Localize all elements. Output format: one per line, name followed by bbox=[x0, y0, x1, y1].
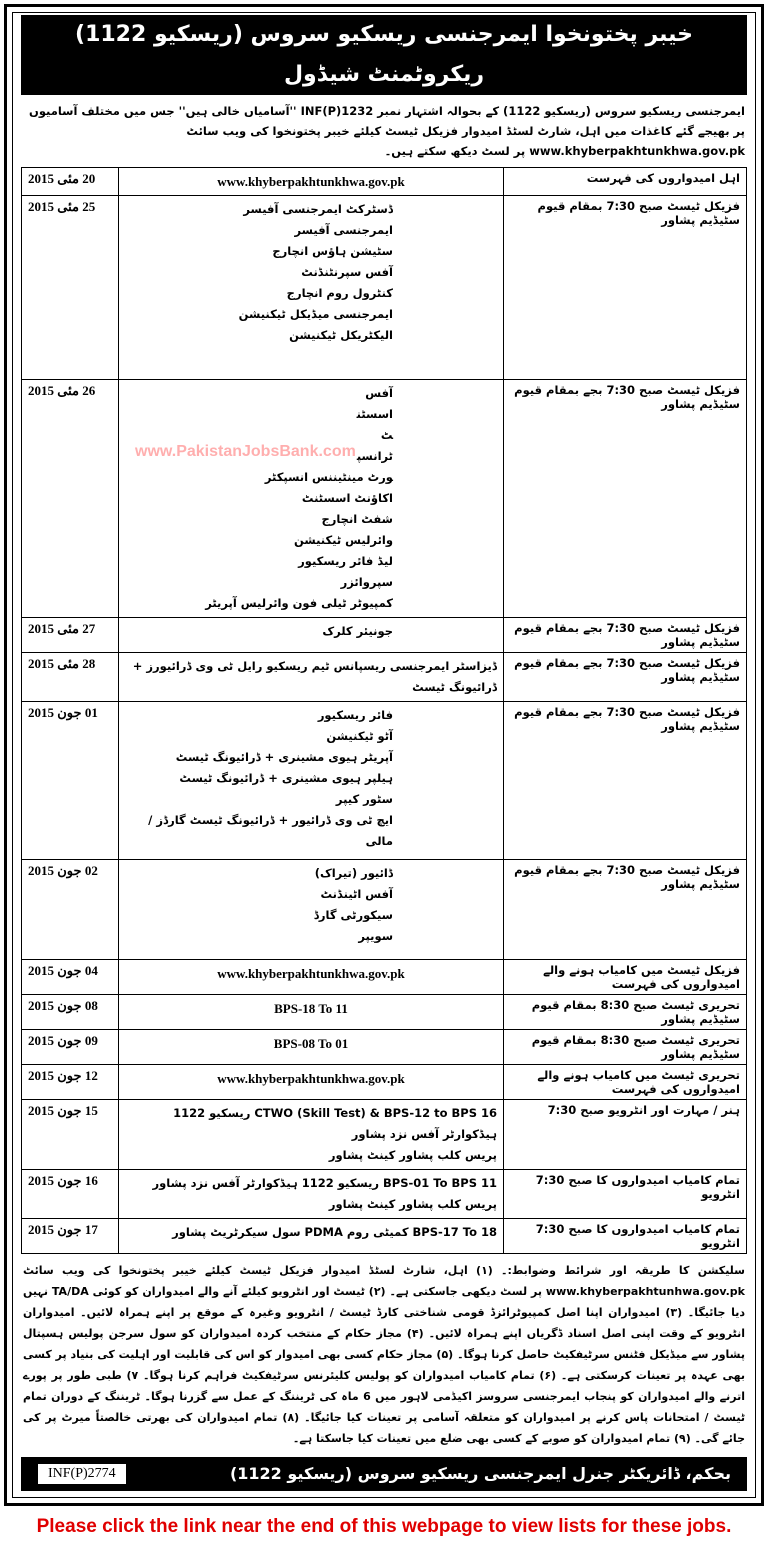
post-item: CTWO (Skill Test) & BPS-12 to BPS 16 ریسکیو 1122 ہیڈکوارٹر آفس نزد پشاور bbox=[173, 1106, 497, 1141]
row-date: 16 جون 2015 bbox=[22, 1170, 119, 1219]
post-item: کمپیوٹر ٹیلی فون وائرلیس آپریٹر bbox=[205, 596, 393, 610]
table-row bbox=[22, 702, 747, 860]
row-date: 09 جون 2015 bbox=[22, 1030, 119, 1065]
post-item: www.khyberpakhtunkhwa.gov.pk bbox=[217, 1071, 405, 1086]
table-row bbox=[22, 1219, 747, 1254]
post-item: پریس کلب پشاور کینٹ پشاور bbox=[328, 1148, 497, 1162]
post-item: www.khyberpakhtunkhwa.gov.pk bbox=[217, 966, 405, 981]
row-posts bbox=[119, 1030, 504, 1065]
table-row bbox=[22, 168, 747, 196]
row-description: فزیکل ٹیسٹ صبح 7:30 بجے بمقام قیوم سٹیڈیم پشاور bbox=[504, 653, 747, 702]
row-posts bbox=[119, 196, 504, 380]
post-item: BPS-17 To 18 کمیٹی روم PDMA سول سیکرٹریٹ پشاور bbox=[172, 1225, 497, 1239]
table-row bbox=[22, 1065, 747, 1100]
advertisement-inner bbox=[12, 12, 756, 1498]
reference-number: INF(P)2774 bbox=[37, 1463, 127, 1485]
watermark: www.PakistanJobsBank.com bbox=[135, 443, 356, 460]
post-item: ایچ ٹی وی ڈرائیور + ڈرائیونگ ٹیسٹ گارڈز / مالی bbox=[148, 813, 393, 848]
row-posts bbox=[119, 1219, 504, 1254]
row-posts bbox=[119, 1100, 504, 1170]
terms-conditions: سلیکشن کا طریقہ اور شرائط وضوابط:۔ (۱) اہل، شارٹ لسٹڈ امیدوار فزیکل ٹیسٹ کیلئے خیبر پختونخوا کی ویب سائٹ www.khyberpakhtunhwa.gov.pk پر لسٹ دیکھی جاسکتی ہے۔ (۲) ٹیسٹ اور انٹرویو کیلئے آنے والے امیدواران کو کوئی TA/DA نہیں دیا جائیگا۔ (۳) امیدواران اپنا اصل کمپیوٹرائزڈ قومی شناختی کارڈ ٹیسٹ / انٹرویو وغیرہ کے موقع پر اپنے ہمراہ لائیں۔ امیدواران انٹرویو کے وقت اپنی اصل اسناد ڈگریاں اپنے ہمراہ لائیں۔ (۴) مجاز حکام کے منتخب کردہ امیدواران کو سول سرجن پولیس ہسپتال پشاور سے میڈیکل فٹنس سرٹیفکیٹ حاصل کرنا ہوگا۔ (۵) مجاز حکام کسی بھی امیدوار کو اس کی قابلیت اور اہلیت کی بنیاد پر کسی بھی عہدہ پر تعینات کرسکتی ہے۔ (۶) تمام کامیاب امیدواران کو پولیس کلیئرنس سرٹیفکیٹ فراہم کرنا ہوگا۔ ۷) طبی طور پر پورے اترنے والے امیدواران کو پنجاب ایمرجنسی سروسز اکیڈمی لاہور میں 6 ماہ کی ٹریننگ کے عمل سے گزرنا ہوگا۔ ٹریننگ کے دوران تمام ٹیسٹ / امتحانات پاس کرنے پر امیدواران کو متعلقہ آسامی پر تعینات کیا جائیگا۔ (۸) تمام امیدواران کی بھرتی خالصتاً میرٹ پر کی جائے گی۔ (۹) تمام امیدواران کو صوبے کے کسی بھی ضلع میں تعینات کیا جاسکتا ہے۔ bbox=[23, 1264, 746, 1445]
post-item: آفس اٹینڈنٹ bbox=[320, 887, 393, 901]
row-date: 01 جون 2015 bbox=[22, 702, 119, 860]
row-date: 20 مئی 2015 bbox=[22, 168, 119, 196]
footer-bar bbox=[21, 1457, 747, 1491]
post-item: سیکورٹی گارڈ bbox=[313, 908, 393, 922]
post-item: سٹیشن ہاؤس انچارج bbox=[272, 244, 393, 258]
row-posts bbox=[119, 995, 504, 1030]
post-item: جونیئر کلرک bbox=[322, 624, 393, 638]
row-description: فزیکل ٹیسٹ صبح 7:30 بجے بمقام قیوم سٹیڈیم پشاور bbox=[504, 860, 747, 960]
row-description: فزیکل ٹیسٹ صبح 7:30 بمقام قیوم سٹیڈیم پشاور bbox=[504, 196, 747, 380]
row-posts bbox=[119, 1065, 504, 1100]
post-item: سویپر bbox=[358, 929, 393, 943]
schedule-table bbox=[21, 167, 747, 1254]
row-description: فزیکل ٹیسٹ میں کامیاب ہونے والے امیدواروں کی فہرست bbox=[504, 960, 747, 995]
post-item: آپریٹر ہیوی مشینری + ڈرائیونگ ٹیسٹ bbox=[175, 750, 393, 764]
table-row bbox=[22, 1030, 747, 1065]
row-description: اہل امیدواروں کی فہرست bbox=[504, 168, 747, 196]
notice-link-text[interactable]: Please click the link near the end of this webpage to view lists for these jobs. bbox=[36, 1516, 732, 1537]
row-date: 26 مئی 2015 bbox=[22, 380, 119, 618]
row-description: تحریری ٹیسٹ صبح 8:30 بمقام قیوم سٹیڈیم پشاور bbox=[504, 995, 747, 1030]
table-row bbox=[22, 1100, 747, 1170]
post-item: ہیلپر ہیوی مشینری + ڈرائیونگ ٹیسٹ bbox=[179, 771, 393, 785]
row-date: 17 جون 2015 bbox=[22, 1219, 119, 1254]
post-item: ٹرانسپورٹ مینٹیننس انسپکٹر bbox=[264, 449, 393, 484]
post-item: ڈیزاسٹر ایمرجنسی ریسپانس ٹیم ریسکیو رایل ٹی وی ڈرائیورز + ڈرائیونگ ٹیسٹ bbox=[132, 659, 497, 694]
post-item: ایمرجنسی آفیسر bbox=[294, 223, 393, 237]
row-date: 15 جون 2015 bbox=[22, 1100, 119, 1170]
row-description: تمام کامیاب امیدواروں کا صبح 7:30 انٹرویو bbox=[504, 1219, 747, 1254]
post-item: آفس اسسٹنٹ bbox=[356, 386, 393, 442]
table-row bbox=[22, 380, 747, 618]
row-description: ہنر / مہارت اور انٹرویو صبح 7:30 bbox=[504, 1100, 747, 1170]
post-item: BPS-18 To 11 bbox=[274, 1001, 348, 1016]
row-description: تحریری ٹیسٹ صبح 8:30 بمقام قیوم سٹیڈیم پشاور bbox=[504, 1030, 747, 1065]
post-item: ڈائیور (تیراک) bbox=[314, 866, 393, 880]
post-item: آٹو ٹیکنیشن bbox=[326, 729, 393, 743]
post-item: کنٹرول روم انچارج bbox=[286, 286, 393, 300]
row-posts bbox=[119, 1170, 504, 1219]
post-item: لیڈ فائر ریسکیور bbox=[298, 554, 393, 568]
table-row bbox=[22, 618, 747, 653]
row-posts bbox=[119, 653, 504, 702]
row-date: 25 مئی 2015 bbox=[22, 196, 119, 380]
row-date: 02 جون 2015 bbox=[22, 860, 119, 960]
post-item: وائرلیس ٹیکنیشن bbox=[294, 533, 393, 547]
post-item: فائر ریسکیور bbox=[317, 708, 393, 722]
post-item: شفٹ انچارج bbox=[321, 512, 393, 526]
post-item: ڈسٹرکٹ ایمرجنسی آفیسر bbox=[243, 202, 393, 216]
table-row bbox=[22, 995, 747, 1030]
page-title: خیبر پختونخوا ایمرجنسی ریسکیو سروس (ریسکیو 1122) ریکروٹمنٹ شیڈول bbox=[21, 15, 747, 95]
row-date: 08 جون 2015 bbox=[22, 995, 119, 1030]
row-date: 27 مئی 2015 bbox=[22, 618, 119, 653]
row-posts bbox=[119, 168, 504, 196]
table-row bbox=[22, 653, 747, 702]
row-posts bbox=[119, 380, 504, 618]
post-item: سپروائزر bbox=[340, 575, 393, 589]
post-item: BPS-08 To 01 bbox=[273, 1036, 349, 1051]
post-item: BPS-01 To BPS 11 ریسکیو 1122 ہیڈکوارٹر آفس نزد پشاور پریس کلب پشاور کینٹ پشاور bbox=[152, 1176, 497, 1211]
post-item: اکاؤنٹ اسسٹنٹ bbox=[301, 491, 393, 505]
row-date: 04 جون 2015 bbox=[22, 960, 119, 995]
table-row bbox=[22, 196, 747, 380]
post-item: سٹور کیپر bbox=[335, 792, 393, 806]
row-date: 12 جون 2015 bbox=[22, 1065, 119, 1100]
row-description: فزیکل ٹیسٹ صبح 7:30 بجے بمقام قیوم سٹیڈیم پشاور bbox=[504, 380, 747, 618]
row-description: تحریری ٹیسٹ میں کامیاب ہونے والے امیدواروں کی فہرست bbox=[504, 1065, 747, 1100]
post-item: الیکٹریکل ٹیکنیشن bbox=[289, 328, 393, 342]
row-description: فزیکل ٹیسٹ صبح 7:30 بجے بمقام قیوم سٹیڈیم پشاور bbox=[504, 702, 747, 860]
row-description: فزیکل ٹیسٹ صبح 7:30 بجے بمقام قیوم سٹیڈیم پشاور bbox=[504, 618, 747, 653]
post-item: www.khyberpakhtunkhwa.gov.pk bbox=[217, 174, 405, 189]
signature: بحکم، ڈائریکٹر جنرل ایمرجنسی ریسکیو سروس (ریسکیو 1122) bbox=[229, 1464, 731, 1483]
row-posts bbox=[119, 960, 504, 995]
row-posts bbox=[119, 860, 504, 960]
table-row bbox=[22, 960, 747, 995]
row-description: تمام کامیاب امیدواروں کا صبح 7:30 انٹرویو bbox=[504, 1170, 747, 1219]
row-date: 28 مئی 2015 bbox=[22, 653, 119, 702]
post-item: ایمرجنسی میڈیکل ٹیکنیشن bbox=[238, 307, 393, 321]
row-posts bbox=[119, 618, 504, 653]
post-item: آفس سپرنٹنڈنٹ bbox=[301, 265, 393, 279]
row-posts bbox=[119, 702, 504, 860]
table-row bbox=[22, 1170, 747, 1219]
table-row bbox=[22, 860, 747, 960]
intro-text: ایمرجنسی ریسکیو سروس (ریسکیو 1122) کے بحوالہ اشتہار نمبر INF(P)1232 ''آسامیاں خالی ہیں'' جس میں مختلف آسامیوں پر بھیجے گئے کاغذات میں اہل، شارٹ لسٹڈ امیدوار فزیکل ٹیسٹ کیلئے خیبر پختونخوا کی ویب سائٹ www.khyberpakhtunkhwa.gov.pk پر لسٹ دیکھ سکتے ہیں۔ bbox=[29, 104, 745, 158]
